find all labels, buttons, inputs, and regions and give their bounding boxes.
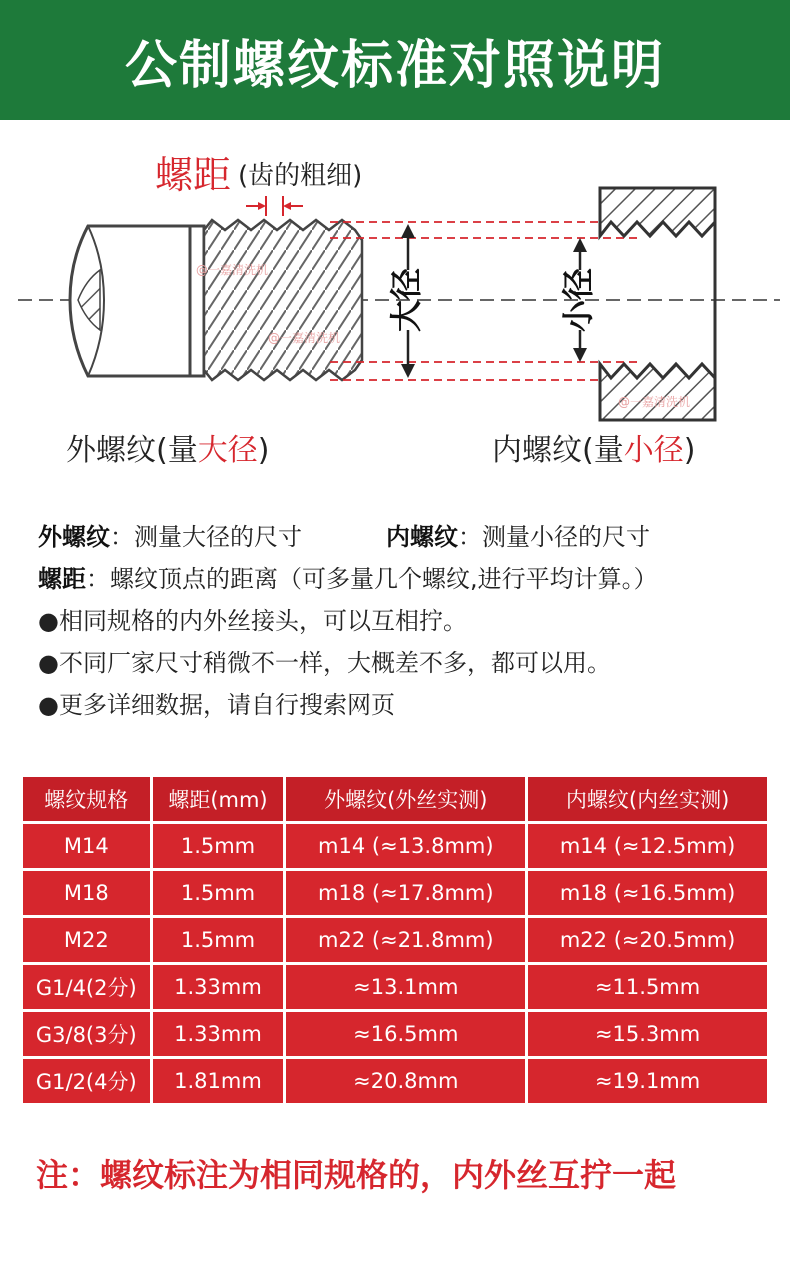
table-cell: ≈11.5mm xyxy=(528,965,767,1009)
table-cell: ≈19.1mm xyxy=(528,1059,767,1103)
internal-thread-caption: 内螺纹(量小径) xyxy=(492,433,696,468)
table-cell: G1/2(4分) xyxy=(23,1059,150,1103)
table-row xyxy=(23,824,767,868)
table-cell: 1.5mm xyxy=(153,824,284,868)
bullet-item: ●相同规格的内外丝接头，可以互相拧。 xyxy=(38,607,467,635)
table-row xyxy=(23,871,767,915)
internal-nut xyxy=(600,188,715,420)
measure-line xyxy=(38,516,778,558)
pitch-desc-label: 螺距 xyxy=(38,565,86,593)
footer-note: 注：螺纹标注为相同规格的，内外丝互拧一起 xyxy=(36,1156,677,1194)
table-cell: ≈13.1mm xyxy=(286,965,525,1009)
table-cell: M18 xyxy=(23,871,150,915)
minor-diameter-label: 小径 xyxy=(559,267,597,333)
table-header-cell: 外螺纹(外丝实测) xyxy=(286,777,525,821)
table-cell: m18 (≈16.5mm) xyxy=(528,871,767,915)
table-row xyxy=(23,918,767,962)
major-diameter-label: 大径 xyxy=(387,267,425,333)
internal-text: ：测量小径的尺寸 xyxy=(458,523,650,551)
pitch-label: 螺距 xyxy=(155,153,232,197)
table-cell: 1.81mm xyxy=(153,1059,284,1103)
pitch-line xyxy=(38,558,778,600)
table-cell: ≈20.8mm xyxy=(286,1059,525,1103)
table-cell: M22 xyxy=(23,918,150,962)
table-cell: ≈15.3mm xyxy=(528,1012,767,1056)
table-cell: G1/4(2分) xyxy=(23,965,150,1009)
watermark: @一嘉清洗机 xyxy=(618,395,691,409)
bullet-item: ●不同厂家尺寸稍微不一样，大概差不多，都可以用。 xyxy=(38,649,611,677)
table-cell: m22 (≈20.5mm) xyxy=(528,918,767,962)
table-header-cell: 内螺纹(内丝实测) xyxy=(528,777,767,821)
pitch-note: (齿的粗细) xyxy=(238,161,363,191)
table-row xyxy=(23,965,767,1009)
spec-table xyxy=(20,774,770,1106)
internal-label: 内螺纹 xyxy=(386,523,458,551)
table-cell: 1.5mm xyxy=(153,871,284,915)
table-cell: m14 (≈13.8mm) xyxy=(286,824,525,868)
table-cell: 1.33mm xyxy=(153,965,284,1009)
table-cell: 1.5mm xyxy=(153,918,284,962)
pitch-desc-text: ：螺纹顶点的距离（可多量几个螺纹,进行平均计算。） xyxy=(86,565,658,593)
table-header-row xyxy=(23,777,767,821)
description xyxy=(38,516,778,726)
page-title: 公制螺纹标准对照说明 xyxy=(124,35,665,96)
table-cell: m14 (≈12.5mm) xyxy=(528,824,767,868)
bullet-item: ●更多详细数据，请自行搜索网页 xyxy=(38,691,395,719)
title-banner xyxy=(0,0,790,120)
table-cell: ≈16.5mm xyxy=(286,1012,525,1056)
pitch-marker xyxy=(246,196,303,216)
table-header-cell: 螺距(mm) xyxy=(153,777,284,821)
table-cell: G3/8(3分) xyxy=(23,1012,150,1056)
watermark: @一嘉清洗机 xyxy=(268,331,341,345)
external-label: 外螺纹 xyxy=(38,523,110,551)
table-cell: M14 xyxy=(23,824,150,868)
table-row xyxy=(23,1059,767,1103)
external-bolt xyxy=(70,220,362,380)
thread-diagram xyxy=(0,130,790,490)
table-cell: 1.33mm xyxy=(153,1012,284,1056)
table-row xyxy=(23,1012,767,1056)
table-cell: m18 (≈17.8mm) xyxy=(286,871,525,915)
table-cell: m22 (≈21.8mm) xyxy=(286,918,525,962)
external-thread-caption: 外螺纹(量大径) xyxy=(66,433,270,468)
table-header-cell: 螺纹规格 xyxy=(23,777,150,821)
external-text: ：测量大径的尺寸 xyxy=(110,523,302,551)
watermark: @一嘉清洗机 xyxy=(196,263,269,277)
